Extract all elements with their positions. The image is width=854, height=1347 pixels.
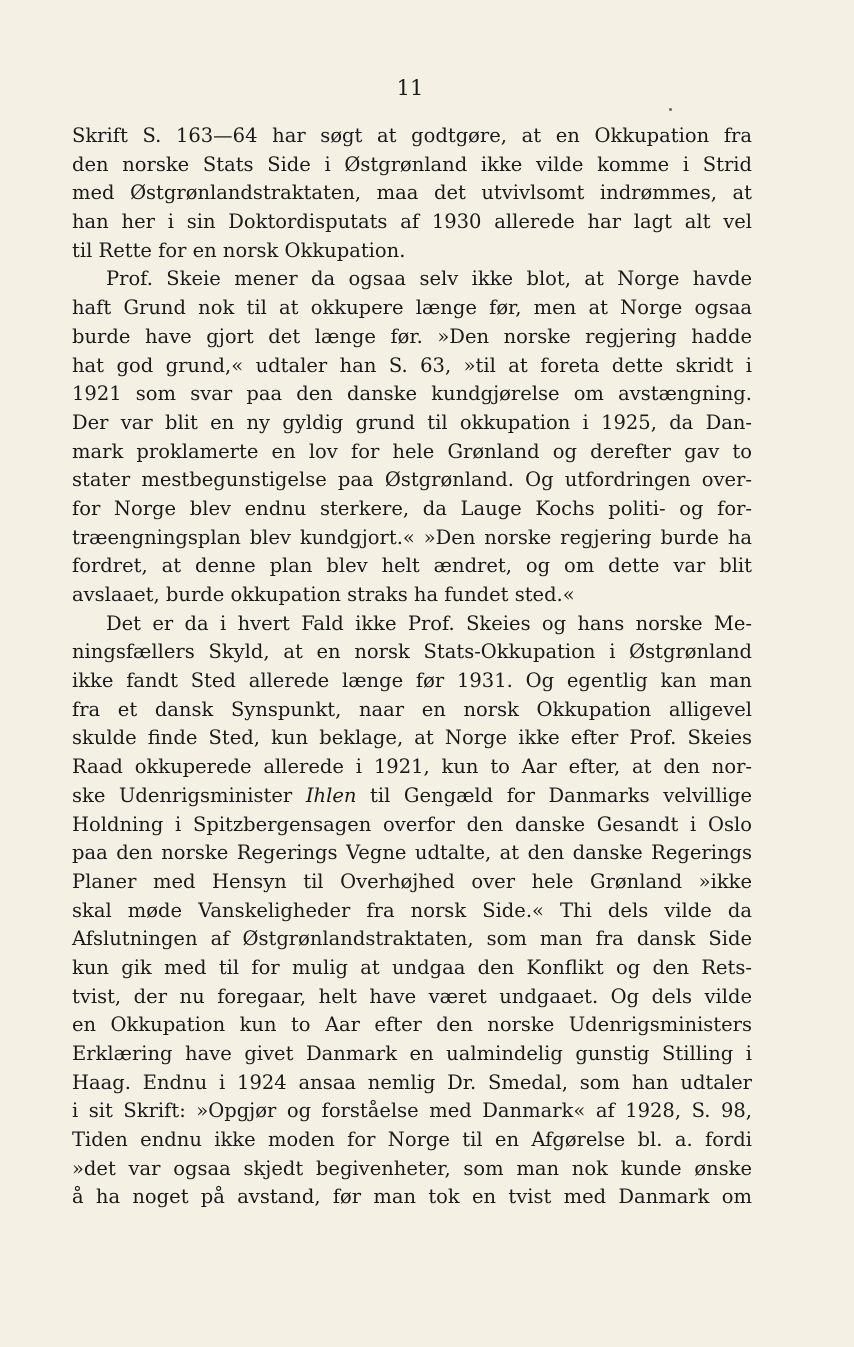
text-line: Prof. Skeie mener da ogsaa selv ikke blot, at Norge havde: [106, 267, 752, 291]
text-line: mark proklamerte en lov for hele Grønland og derefter gav to: [72, 439, 752, 463]
text-line: å ha noget på avstand, før man tok en tvist med Danmark om: [72, 1185, 752, 1209]
text-line: ningsfællers Skyld, at en norsk Stats-Okkupation i Østgrønland: [72, 640, 752, 664]
text-line: 1921 som svar paa den danske kundgjørelse om avstængning.: [72, 382, 752, 406]
text-line: avslaaet, burde okkupation straks ha fundet sted.«: [72, 583, 575, 606]
text-line: til Rette for en norsk Okkupation.: [72, 238, 406, 262]
text-line: [72, 782, 752, 811]
text-line: stater mestbegunstigelse paa Østgrønland. Og utfordringen over-: [72, 468, 752, 492]
text-line: fordret, at denne plan blev helt ændret, og om dette var blit: [72, 554, 752, 578]
text-line: han her i sin Doktordisputats af 1930 allerede har lagt alt vel: [72, 210, 752, 234]
text-segment: til Gengæld for Danmarks velvillige: [356, 783, 752, 807]
text-line: Afslutningen af Østgrønlandstraktaten, som man fra dansk Side: [72, 927, 752, 951]
text-line: for Norge blev endnu sterkere, da Lauge Kochs politi- og for-: [72, 496, 752, 520]
text-line: Der var blit en ny gyldig grund til okkupation i 1925, da Dan-: [72, 410, 752, 434]
paper-speck: [669, 108, 672, 111]
text-line: træengningsplan blev kundgjort.« »Den norske regjering burde ha: [72, 525, 752, 549]
text-line: Tiden endnu ikke moden for Norge til en Afgørelse bl. a. fordi: [72, 1128, 752, 1152]
page-number: 11: [396, 76, 424, 100]
text-line: Det er da i hvert Fald ikke Prof. Skeies og hans norske Me-: [106, 611, 752, 635]
text-line: ikke fandt Sted allerede længe før 1931. Og egentlig kan man: [72, 669, 752, 693]
text-line: hat god grund,« udtaler han S. 63, »til at foreta dette skridt i: [72, 353, 752, 377]
text-line: Erklæring have givet Danmark en ualmindelig gunstig Stilling i: [72, 1042, 752, 1065]
text-line: Skrift S. 163—64 har søgt at godtgøre, at en Okkupation fra: [72, 124, 752, 147]
text-line: i sit Skrift: »Opgjør og forståelse med Danmark« af 1928, S. 98,: [72, 1099, 752, 1123]
text-line: Planer med Hensyn til Overhøjhed over hele Grønland »ikke: [72, 869, 752, 893]
text-line: paa den norske Regerings Vegne udtalte, at den danske Regerings: [72, 841, 752, 865]
text-line: en Okkupation kun to Aar efter den norske Udenrigsministers: [72, 1013, 752, 1037]
text-line: burde have gjort det længe før. »Den norske regjering hadde: [72, 324, 752, 348]
text-line: Holdning i Spitzbergensagen overfor den danske Gesandt i Oslo: [72, 812, 752, 836]
text-line: Raad okkuperede allerede i 1921, kun to Aar efter, at den nor-: [72, 755, 752, 779]
body-text: [72, 122, 752, 1212]
text-line: skal møde Vanskeligheder fra norsk Side.« Thi dels vilde da: [72, 898, 752, 922]
text-segment: ske Udenrigsminister: [72, 783, 306, 807]
text-line: »det var ogsaa skjedt begivenheter, som man nok kunde ønske: [72, 1156, 752, 1180]
text-line: den norske Stats Side i Østgrønland ikke vilde komme i Strid: [72, 152, 752, 176]
italic-name: Ihlen: [305, 783, 357, 807]
text-line: fra et dansk Synspunkt, naar en norsk Okkupation alligevel: [72, 697, 752, 721]
text-line: tvist, der nu foregaar, helt have været undgaaet. Og dels vilde: [72, 984, 752, 1008]
text-line: kun gik med til for mulig at undgaa den Konflikt og den Rets-: [72, 955, 752, 979]
text-line: Haag. Endnu i 1924 ansaa nemlig Dr. Smedal, som han udtaler: [72, 1070, 752, 1094]
text-line: haft Grund nok til at okkupere længe før, men at Norge ogsaa: [72, 296, 752, 320]
text-line: med Østgrønlandstraktaten, maa det utvivlsomt indrømmes, at: [72, 181, 752, 205]
text-line: skulde finde Sted, kun beklage, at Norge ikke efter Prof. Skeies: [72, 726, 752, 750]
